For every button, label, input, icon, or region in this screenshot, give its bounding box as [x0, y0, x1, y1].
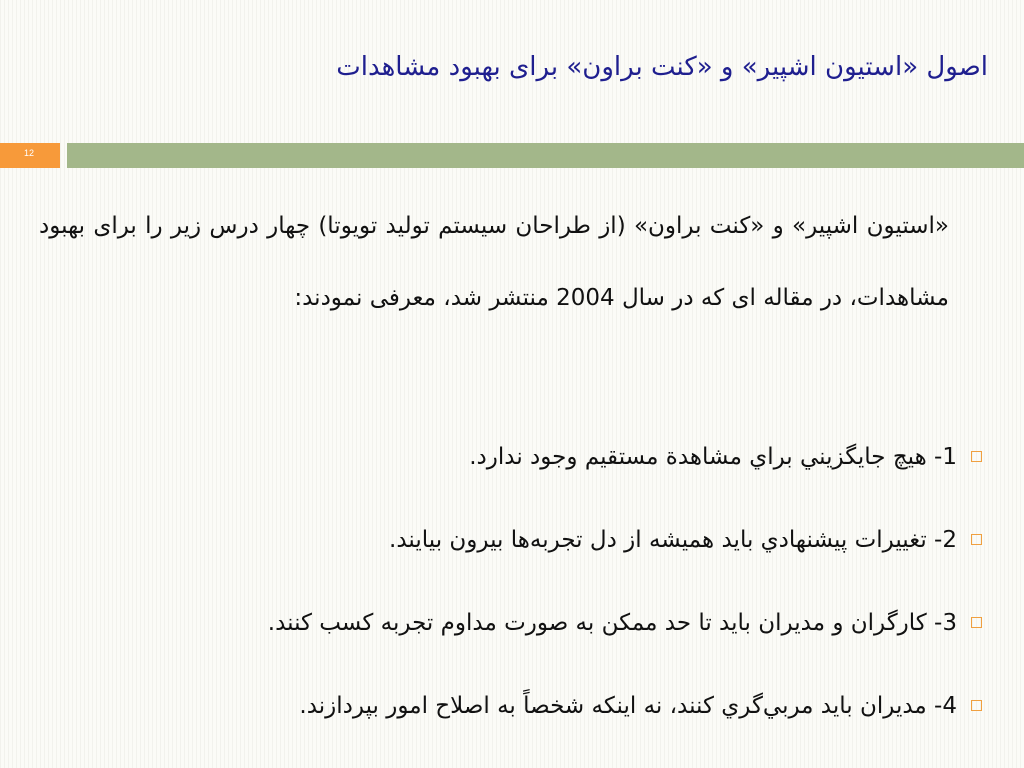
square-bullet-icon	[971, 700, 982, 711]
list-item	[52, 415, 982, 498]
intro-paragraph: «استیون اشپیر» و «کنت براون» (از طراحان سیستم تولید تویوتا) چهار درس زیر را برای بهبود مشاهدات، در مقاله ای که در سال 2004 منتشر شد، معرفی نمودند:	[39, 213, 949, 311]
square-bullet-icon	[971, 617, 982, 628]
bullet-text: 4- مديران بايد مربي‌گري كنند، نه اينكه شخصاً به اصلاح امور بپردازند.	[299, 692, 957, 719]
list-item	[52, 581, 982, 664]
bullet-list	[52, 415, 982, 747]
bullet-text: 2- تغييرات پيشنهادي بايد هميشه از دل تجربه‌ها بيرون بيايند.	[389, 526, 957, 553]
list-item	[52, 664, 982, 747]
bullet-text: 1- هيچ جايگزيني براي مشاهدة مستقيم وجود ندارد.	[469, 443, 957, 470]
slide-title: اصول «استیون اشپیر» و «کنت براون» برای بهبود مشاهدات	[336, 52, 988, 82]
square-bullet-icon	[971, 451, 982, 462]
square-bullet-icon	[971, 534, 982, 545]
slide-number: 12	[0, 143, 60, 168]
bullet-text: 3- كارگران و مديران بايد تا حد ممكن به صورت مداوم تجربه كسب كنند.	[267, 609, 957, 636]
header-divider-bar	[67, 143, 1024, 168]
list-item	[52, 498, 982, 581]
